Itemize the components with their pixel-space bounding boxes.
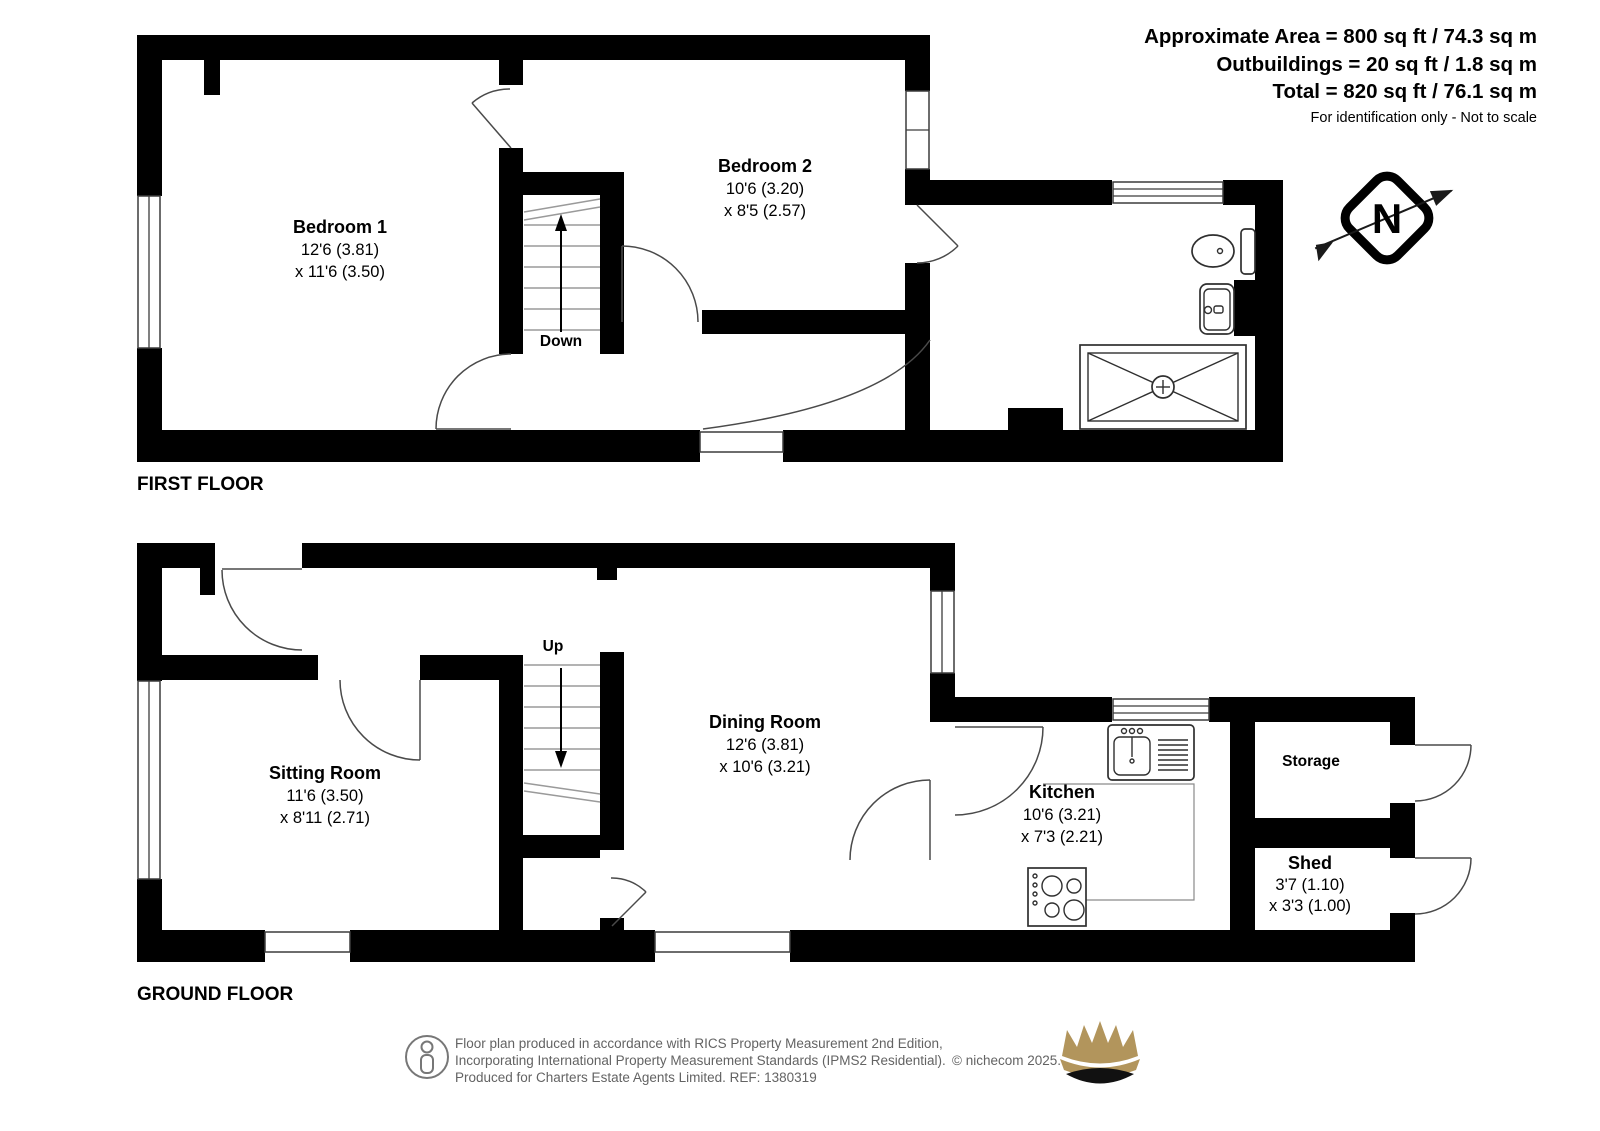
- bathroom-fixtures: [1080, 229, 1255, 429]
- north-compass-icon: [1310, 170, 1458, 266]
- window: [1113, 182, 1223, 203]
- stairs-down: [524, 199, 600, 332]
- room-dim: x 7'3 (2.21): [1020, 828, 1104, 846]
- area-line: Approximate Area = 800 sq ft / 74.3 sq m: [1144, 25, 1537, 48]
- room-dim: 10'6 (3.21): [1022, 806, 1102, 824]
- room-dining-room: [709, 712, 821, 776]
- person-icon: [406, 1036, 448, 1078]
- stairs-up: [524, 665, 600, 802]
- room-dim: x 3'3 (1.00): [1268, 897, 1352, 915]
- door-arc: [622, 246, 698, 322]
- room-name: Sitting Room: [269, 763, 381, 783]
- room-name: Bedroom 1: [292, 217, 388, 237]
- stairs-label-down: Down: [539, 333, 583, 350]
- room-dim: x 8'11 (2.71): [280, 809, 370, 827]
- room-dim: 12'6 (3.81): [300, 241, 380, 259]
- scale-note: For identification only - Not to scale: [1310, 110, 1537, 126]
- door-arc: [436, 354, 511, 429]
- footer-block: [406, 1021, 1140, 1085]
- crown-logo: [1060, 1021, 1140, 1084]
- floor-label-first: FIRST FLOOR: [137, 474, 264, 495]
- footer-line-2: Incorporating International Property Measurement Standards (IPMS2 Residential).: [455, 1053, 946, 1068]
- door-arc: [222, 570, 302, 650]
- room-bedroom-1: [293, 217, 387, 281]
- door-leaf: [472, 103, 511, 148]
- toilet-icon: [1192, 229, 1255, 274]
- stairs-arrow-icon: [555, 751, 567, 768]
- room-name: Kitchen: [1028, 782, 1096, 802]
- footer-line-3: Produced for Charters Estate Agents Limited. REF: 1380319: [455, 1070, 817, 1085]
- kitchen-fixtures: [1028, 725, 1194, 926]
- room-kitchen: [1021, 782, 1103, 846]
- window: [265, 932, 350, 952]
- door-arc: [703, 340, 930, 429]
- room-dim: x 8'5 (2.57): [723, 202, 807, 220]
- room-dim: x 10'6 (3.21): [719, 758, 811, 776]
- footer-copyright: © nichecom 2025.: [952, 1053, 1062, 1068]
- door-arc: [611, 878, 646, 892]
- area-line: Outbuildings = 20 sq ft / 1.8 sq m: [1216, 53, 1537, 76]
- floor-label-ground: GROUND FLOOR: [137, 984, 294, 1005]
- area-line: Total = 820 sq ft / 76.1 sq m: [1272, 80, 1537, 103]
- door-arc: [850, 780, 930, 860]
- room-shed: [1269, 853, 1351, 915]
- hob-icon: [1028, 868, 1086, 926]
- room-dim: x 11'6 (3.50): [295, 263, 385, 281]
- room-bedroom-2: [718, 156, 812, 220]
- room-name: Shed: [1287, 853, 1333, 873]
- door-arc: [1415, 745, 1471, 801]
- room-name: Dining Room: [709, 712, 821, 732]
- footer-line-1: Floor plan produced in accordance with RICS Property Measurement 2nd Edition,: [455, 1036, 943, 1051]
- door-arc: [1415, 858, 1471, 914]
- kitchen-sink-icon: [1108, 725, 1194, 780]
- room-storage-label: Storage: [1282, 753, 1340, 770]
- stairs-label-up: Up: [542, 638, 564, 655]
- room-dim: 3'7 (1.10): [1275, 876, 1345, 894]
- door-leaf: [612, 892, 646, 926]
- door-arc: [917, 246, 958, 263]
- room-dim: 11'6 (3.50): [286, 787, 364, 805]
- window: [700, 432, 783, 452]
- area-title-block: [1144, 25, 1537, 126]
- ground-floor-doors: [222, 569, 1471, 926]
- room-dim: 10'6 (3.20): [725, 180, 805, 198]
- north-label: N: [1371, 195, 1403, 242]
- shower-icon: [1080, 345, 1246, 429]
- room-dim: 12'6 (3.81): [725, 736, 805, 754]
- stairs-arrow-icon: [555, 214, 567, 231]
- window: [1113, 699, 1209, 720]
- door-arc: [472, 89, 510, 103]
- door-leaf: [917, 205, 958, 246]
- first-floor-plan: [137, 35, 1283, 495]
- ground-floor-plan: [137, 543, 1471, 1005]
- door-arc: [340, 680, 420, 760]
- window: [655, 932, 790, 952]
- room-name: Bedroom 2: [717, 156, 813, 176]
- room-sitting-room: [269, 763, 381, 827]
- sink-icon: [1200, 284, 1234, 334]
